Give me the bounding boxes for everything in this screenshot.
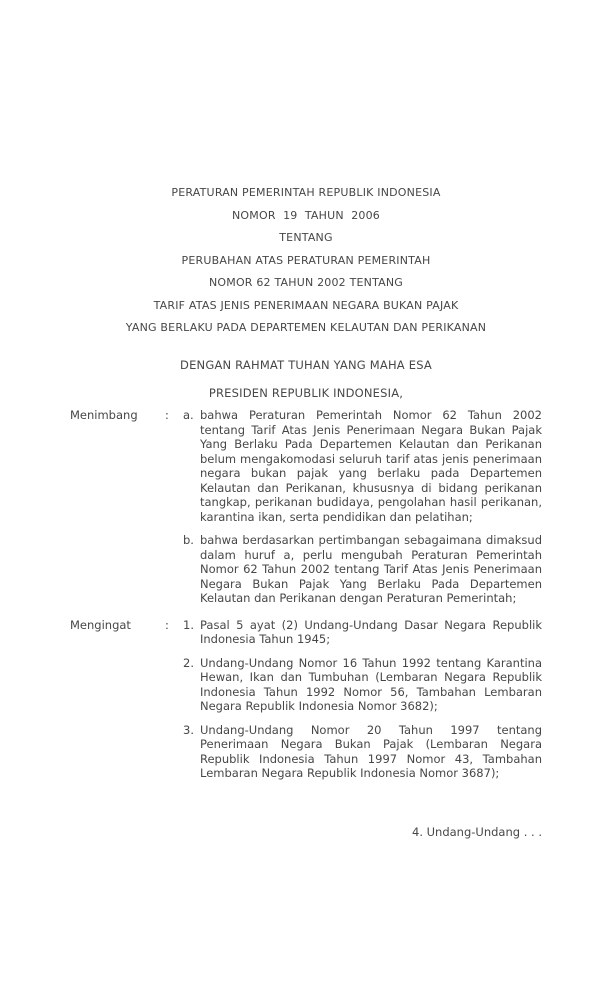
- preamble: [70, 408, 542, 793]
- item-marker: 1.: [183, 617, 194, 632]
- section-label: Mengingat: [70, 617, 131, 632]
- invocation-line: DENGAN RAHMAT TUHAN YANG MAHA ESA: [180, 358, 432, 372]
- item-marker: a.: [183, 408, 194, 422]
- item-marker: 3.: [183, 722, 194, 737]
- item-marker: b.: [183, 533, 194, 547]
- title-line-subject-4: YANG BERLAKU PADA DEPARTEMEN KELAUTAN DAN PERIKANAN: [125, 321, 487, 334]
- issuer-line: PRESIDEN REPUBLIK INDONESIA,: [208, 386, 404, 400]
- section-items: [183, 408, 542, 606]
- item-text: bahwa Peraturan Pemerintah Nomor 62 Tahun 2002 tentang Tarif Atas Jenis Penerimaan Negara Bukan Pajak Yang Berlaku Pada Departemen Kelautan dan Perikanan belum mengakomodasi seluruh tarif atas jenis penerimaan negara bukan pajak yang berlaku pada Departemen Kelautan dan Perikanan, khususnya di bidang perikanan tangkap, perikanan budidaya, pengolahan hasil perikanan, karantina ikan, serta pendidikan dan pelatihan;: [200, 408, 542, 524]
- section-items: [183, 618, 542, 781]
- title-line-regulation-type: PERATURAN PEMERINTAH REPUBLIK INDONESIA: [171, 186, 441, 199]
- consideration-item-a: [183, 408, 542, 524]
- title-line-tentang: TENTANG: [279, 231, 333, 244]
- title-line-subject-1: PERUBAHAN ATAS PERATURAN PEMERINTAH: [181, 253, 431, 267]
- title-line-number-year: NOMOR 19 TAHUN 2006: [232, 208, 380, 222]
- item-text: Undang-Undang Nomor 20 Tahun 1997 tentang Penerimaan Negara Bukan Pajak (Lembaran Negara Republik Indonesia Tahun 1997 Nomor 43, Tambahan Lembaran Negara Republik Indonesia Nomor 3687);: [200, 722, 542, 780]
- title-line-subject-3: TARIF ATAS JENIS PENERIMAAN NEGARA BUKAN PAJAK: [153, 298, 459, 312]
- section-mengingat: [70, 618, 542, 781]
- legal-basis-item-1: [183, 618, 542, 647]
- document-title: [0, 182, 612, 340]
- item-text: Undang-Undang Nomor 16 Tahun 1992 tentang Karantina Hewan, Ikan dan Tumbuhan (Lembaran Negara Republik Indonesia Tahun 1992 Nomor 56, Tambahan Lembaran Negara Republik Indonesia Nomor 3682);: [200, 655, 542, 713]
- item-marker: 2.: [183, 655, 194, 670]
- item-text: Pasal 5 ayat (2) Undang-Undang Dasar Negara Republik Indonesia Tahun 1945;: [200, 617, 542, 646]
- section-colon: :: [165, 617, 169, 632]
- section-label: Menimbang: [70, 408, 138, 422]
- section-colon: :: [165, 408, 169, 422]
- consideration-item-b: [183, 533, 542, 606]
- item-text: bahwa berdasarkan pertimbangan sebagaimana dimaksud dalam huruf a, perlu mengubah Peraturan Pemerintah Nomor 62 Tahun 2002 tentang Tarif Atas Jenis Penerimaan Negara Bukan Pajak Yang Berlaku Pada Departemen Kelautan dan Perikanan dengan Peraturan Pemerintah;: [200, 533, 542, 605]
- legal-basis-item-2: [183, 656, 542, 714]
- section-menimbang: [70, 408, 542, 606]
- page-catchword: 4. Undang-Undang . . .: [412, 825, 542, 839]
- title-line-subject-2: NOMOR 62 TAHUN 2002 TENTANG: [208, 276, 404, 289]
- legal-basis-item-3: [183, 723, 542, 781]
